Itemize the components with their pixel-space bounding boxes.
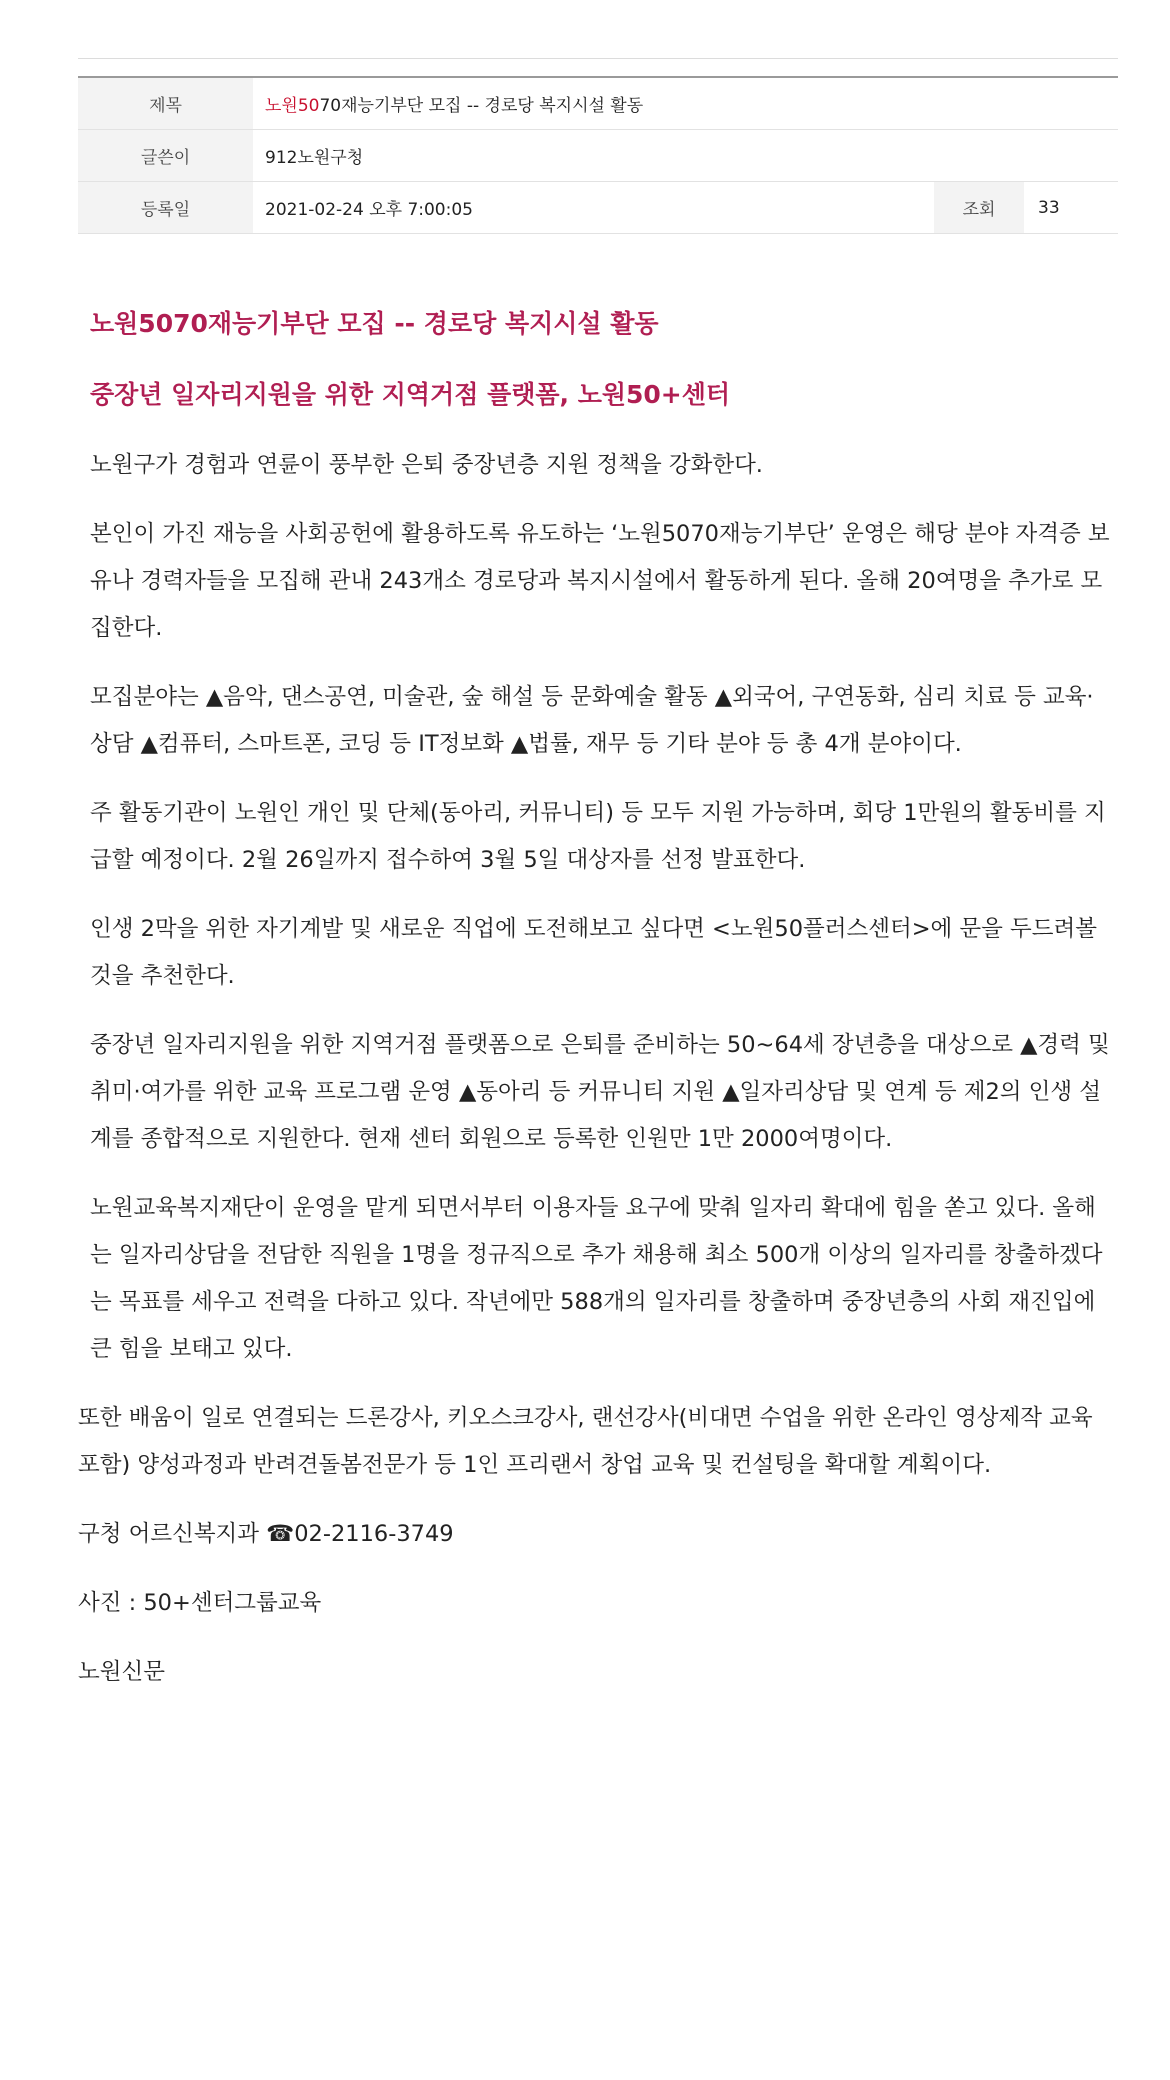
post-title [253,77,1118,130]
article-paragraph-5: 인생 2막을 위한 자기계발 및 새로운 직업에 도전해보고 싶다면 <노원50플러스센터>에 문을 두드려볼 것을 추천한다. [90,916,1097,989]
article-source: 노원신문 [78,1659,165,1685]
top-divider [78,58,1118,59]
article-contact: 구청 어르신복지과 ☎02-2116-3749 [78,1521,454,1547]
article-headline: 노원5070재능기부단 모집 -- 경로당 복지시설 활동 [90,309,659,338]
meta-row-date [78,182,1118,234]
article-subheadline: 중장년 일자리지원을 위한 지역거점 플랫폼, 노원50+센터 [90,380,731,409]
article-paragraph-7: 노원교육복지재단이 운영을 맡게 되면서부터 이용자들 요구에 맞춰 일자리 확대에 힘을 쏟고 있다. 올해는 일자리상담을 전담한 직원을 1명을 정규직으로 추가 채용해 최소 500개 이상의 일자리를 창출하겠다는 목표를 세우고 전력을 다하고 있다. 작년에만 588개의 일자리를 창출하며 중장년층의 사회 재진입에 큰 힘을 보태고 있다. [90,1195,1103,1362]
meta-row-author [78,130,1118,182]
post-title-highlight: 노원50 [265,96,320,116]
article-paragraph-6: 중장년 일자리지원을 위한 지역거점 플랫폼으로 은퇴를 준비하는 50~64세 장년층을 대상으로 ▲경력 및 취미·여가를 위한 교육 프로그램 운영 ▲동아리 등 커뮤니티 지원 ▲일자리상담 및 연계 등 제2의 인생 설계를 종합적으로 지원한다. 현재 센터 회원으로 등록한 인원만 1만 2000여명이다. [90,1032,1110,1152]
post-views: 33 [1024,182,1118,234]
article-body [78,300,1118,1718]
post-title-rest: 70재능기부단 모집 -- 경로당 복지시설 활동 [319,96,644,116]
article-paragraph-3: 모집분야는 ▲음악, 댄스공연, 미술관, 숲 해설 등 문화예술 활동 ▲외국어, 구연동화, 심리 치료 등 교육·상담 ▲컴퓨터, 스마트폰, 코딩 등 IT정보화 ▲법률, 재무 등 기타 분야 등 총 4개 분야이다. [90,684,1094,757]
article-paragraph-4: 주 활동기관이 노원인 개인 및 단체(동아리, 커뮤니티) 등 모두 지원 가능하며, 회당 1만원의 활동비를 지급할 예정이다. 2월 26일까지 접수하여 3월 5일 대상자를 선정 발표한다. [90,800,1106,873]
post-date: 2021-02-24 오후 7:00:05 [253,182,934,234]
article-photo-credit: 사진 : 50+센터그룹교육 [78,1590,322,1616]
post-author: 912노원구청 [253,130,1118,182]
post-meta-table [78,76,1118,234]
article-paragraph-2: 본인이 가진 재능을 사회공헌에 활용하도록 유도하는 ‘노원5070재능기부단’ 운영은 해당 분야 자격증 보유나 경력자들을 모집해 관내 243개소 경로당과 복지시설에서 활동하게 된다. 올해 20여명을 추가로 모집한다. [90,521,1110,641]
views-label: 조회 [934,182,1024,234]
title-label: 제목 [78,77,253,130]
meta-row-title [78,77,1118,130]
date-label: 등록일 [78,182,253,234]
article-paragraph-8: 또한 배움이 일로 연결되는 드론강사, 키오스크강사, 랜선강사(비대면 수업을 위한 온라인 영상제작 교육 포함) 양성과정과 반려견돌봄전문가 등 1인 프리랜서 창업 교육 및 컨설팅을 확대할 계획이다. [78,1405,1093,1478]
article-paragraph-1: 노원구가 경험과 연륜이 풍부한 은퇴 중장년층 지원 정책을 강화한다. [90,452,763,478]
author-label: 글쓴이 [78,130,253,182]
